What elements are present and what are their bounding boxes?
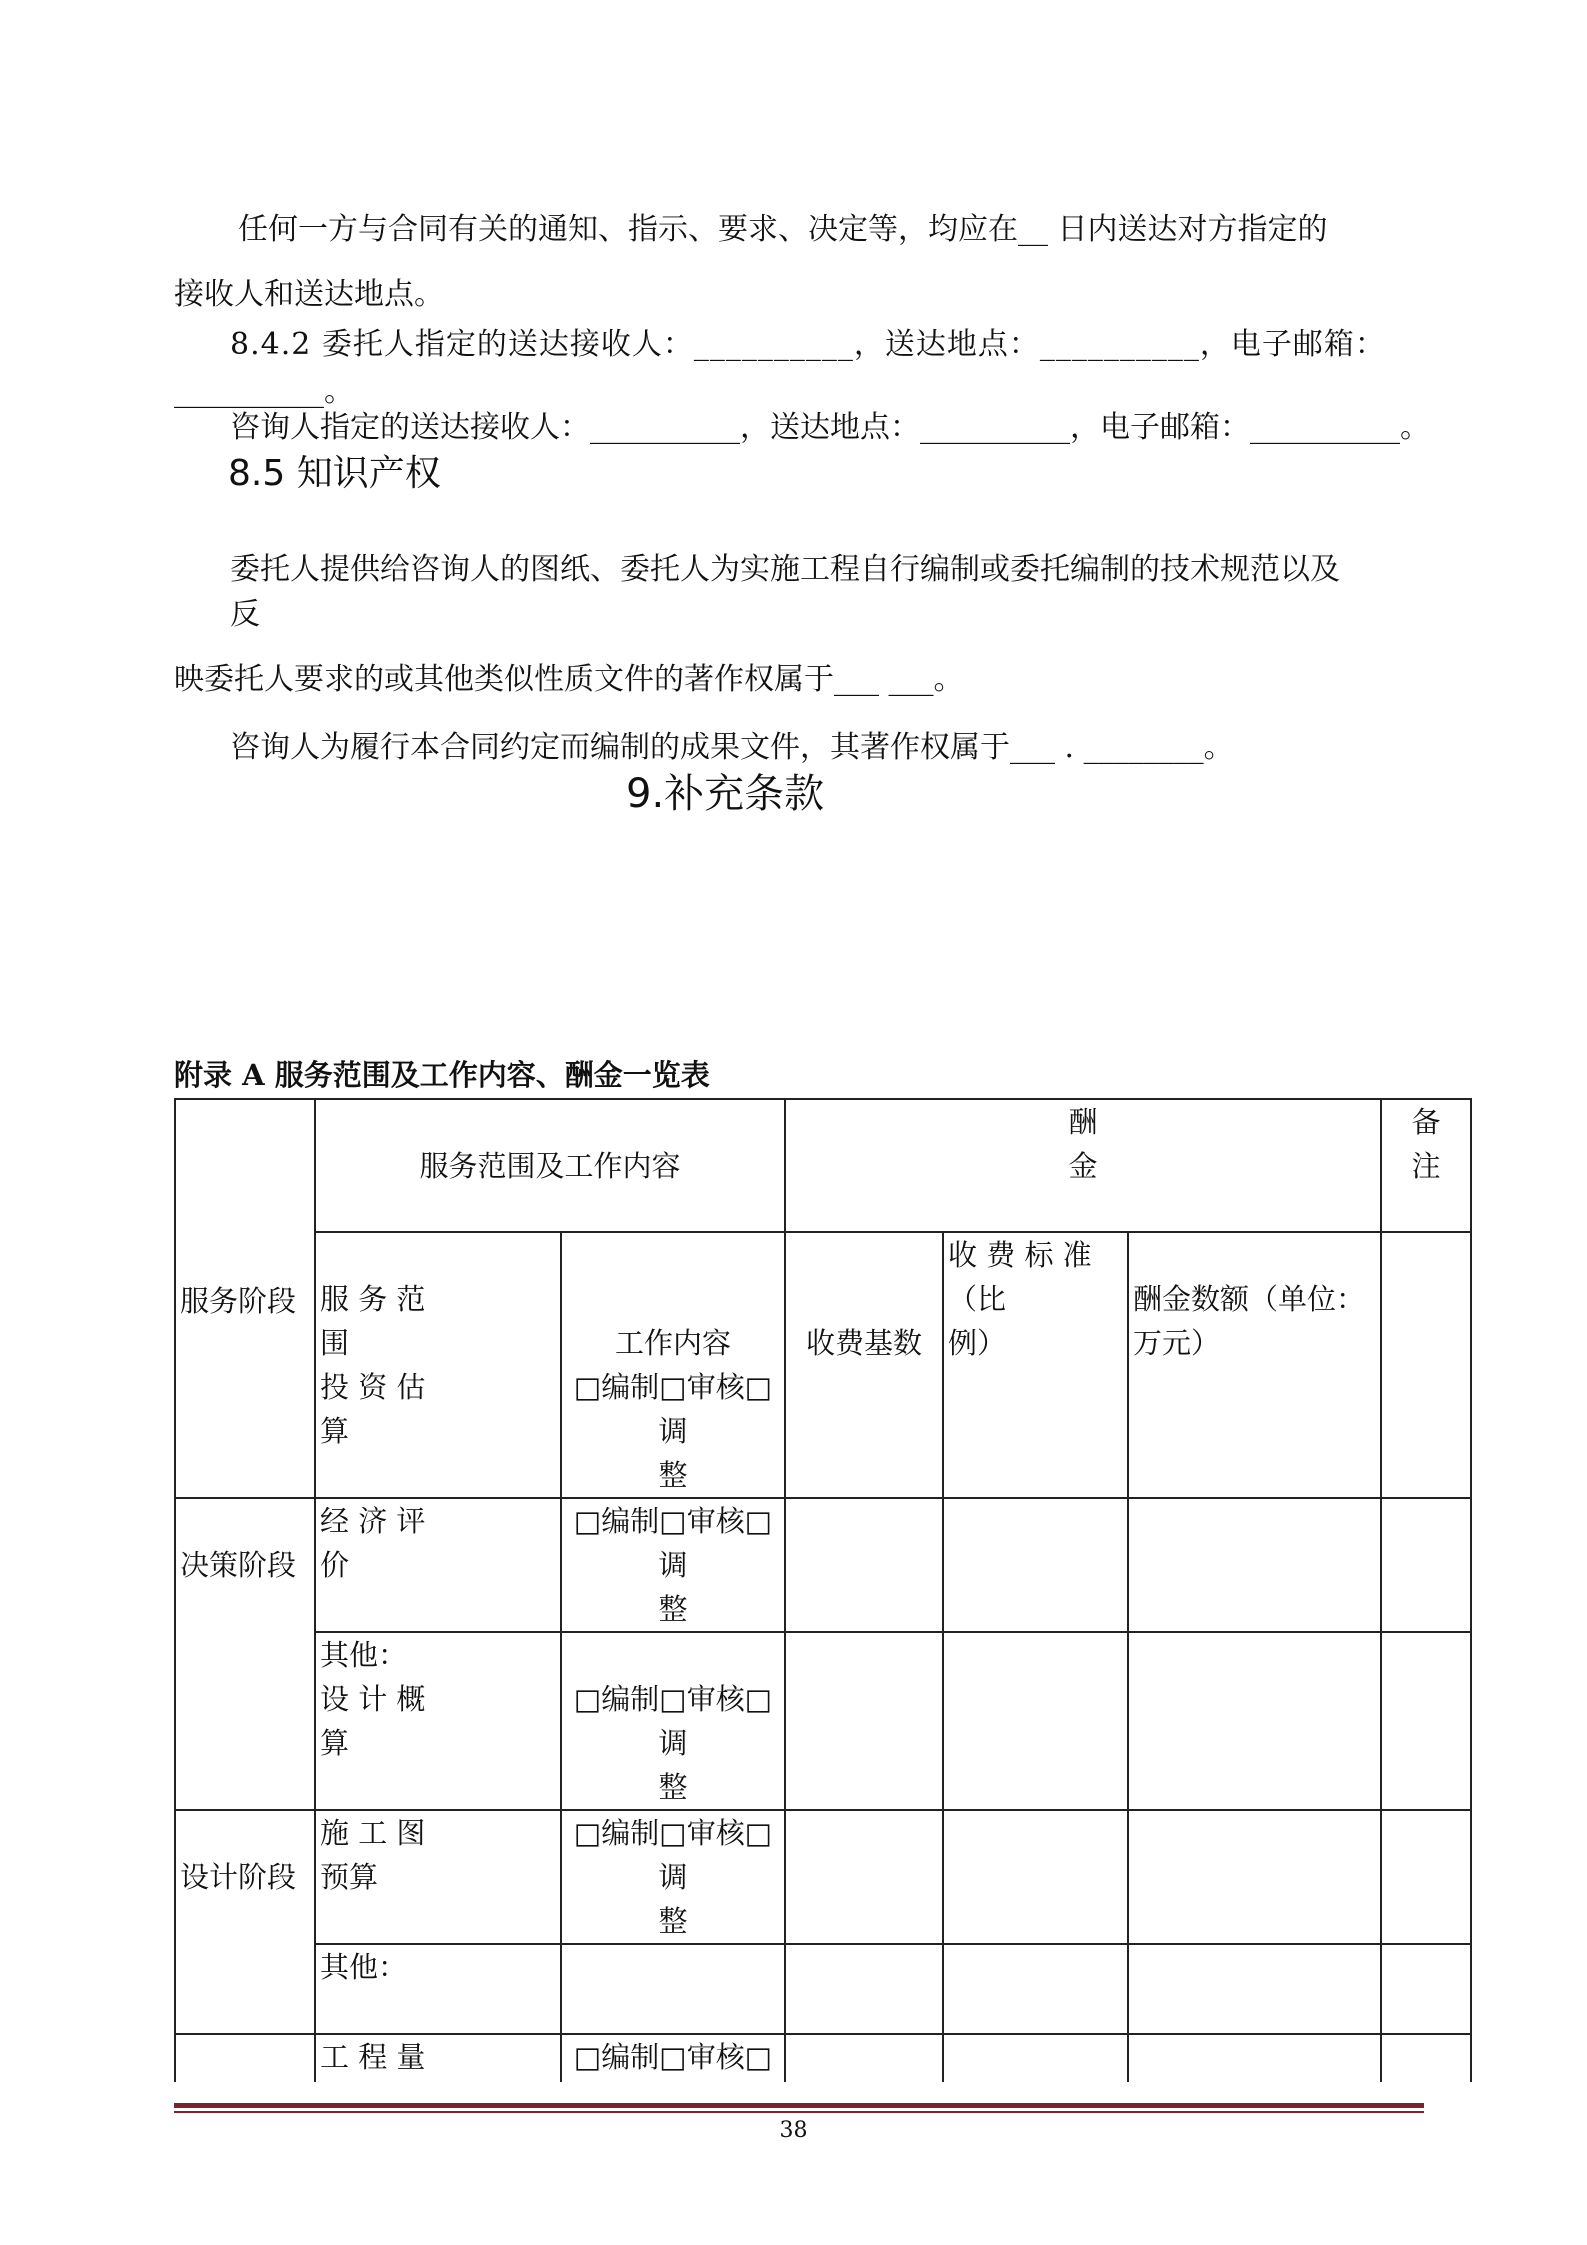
estimate-label-1: 投 资 估 (320, 1370, 426, 1404)
section-heading-8-5: 8.5 知识产权 (228, 453, 441, 494)
base-subheader: 收费基数 (806, 1326, 923, 1360)
empty-cell (785, 1498, 943, 1632)
eval-cell (315, 1498, 561, 1632)
eval-label-2: 价 (320, 1548, 350, 1582)
empty-cell (1128, 1632, 1381, 1810)
table-row (175, 1498, 1471, 1632)
remark-empty-cell (1381, 1232, 1471, 1498)
empty-cell (1381, 1944, 1471, 2034)
eval-options-2: 整 (658, 1592, 688, 1626)
eval-label-1: 经 济 评 (320, 1504, 426, 1538)
table-row (175, 1810, 1471, 1944)
paragraph-copyright-line3: 映委托人要求的或其他类似性质文件的著作权属于___ ___。 (174, 662, 964, 697)
rate-subheader-2: （比 (948, 1282, 1007, 1316)
drawing-label-2: 预算 (320, 1860, 379, 1894)
quantity-label-1: 工 程 量 (320, 2040, 426, 2074)
empty-cell (785, 1810, 943, 1944)
page-number: 38 (779, 2118, 808, 2143)
stage-cell-design (175, 1810, 315, 2034)
footer-rule-thick (174, 2103, 1424, 2108)
empty-cell (1128, 1944, 1381, 2034)
empty-cell (785, 1944, 943, 2034)
rate-subheader-cell (943, 1232, 1128, 1498)
other-cell-design (315, 1944, 561, 2034)
drawing-label-1: 施 工 图 (320, 1816, 426, 1850)
rate-subheader-1: 收 费 标 准 (948, 1238, 1092, 1272)
base-subheader-cell (785, 1232, 943, 1498)
drawing-options-1: □编制□审核□调 (573, 1816, 773, 1894)
concept-options-cell (561, 1632, 785, 1810)
estimate-options-1: □编制□审核□调 (573, 1370, 773, 1448)
paragraph-deliverable-copyright: 咨询人为履行本合同约定而编制的成果文件，其著作权属于___ . ________。 (230, 730, 1234, 765)
empty-cell (1128, 1498, 1381, 1632)
content-subheader-cell (561, 1232, 785, 1498)
table-header-row (175, 1099, 1471, 1232)
table-row (175, 1944, 1471, 2034)
fee-header-1: 酬 (1068, 1105, 1098, 1139)
scope-subheader-cell (315, 1232, 561, 1498)
empty-cell (943, 1810, 1128, 1944)
paragraph-consultant-recipient: 咨询人指定的送达接收人：__________，送达地点：__________，电子邮箱：__________。 (230, 410, 1430, 445)
table-subheader-row (175, 1232, 1471, 1498)
content-subheader: 工作内容 (615, 1326, 732, 1360)
paragraph-notice-line2: 接收人和送达地点。 (174, 277, 444, 312)
fee-header-2: 金 (1068, 1149, 1098, 1183)
remark-header-2: 注 (1411, 1149, 1441, 1183)
other-label-design: 其他： (320, 1950, 408, 1984)
remark-header-1: 备 (1411, 1105, 1441, 1139)
scope-header-cell (315, 1099, 785, 1232)
rate-subheader-3: 例） (948, 1326, 1007, 1360)
empty-cell (1381, 1498, 1471, 1632)
empty-cell (943, 1632, 1128, 1810)
drawing-options-cell (561, 1810, 785, 1944)
paragraph-copyright-line2: 反 (230, 597, 260, 632)
empty-cell (1381, 1632, 1471, 1810)
empty-cell (943, 1498, 1128, 1632)
fee-header-cell (785, 1099, 1381, 1232)
drawing-options-2: 整 (658, 1904, 688, 1938)
amount-subheader-2: 万元） (1133, 1326, 1221, 1360)
appendix-caption: 附录 A 服务范围及工作内容、酬金一览表 (174, 1058, 710, 1092)
paragraph-notice-line1: 任何一方与合同有关的通知、指示、要求、决定等，均应在__ 日内送达对方指定的 (238, 212, 1328, 247)
stage-subheader-label: 服务阶段 (180, 1284, 297, 1318)
stage-label-design: 设计阶段 (180, 1860, 297, 1894)
estimate-options-2: 整 (658, 1458, 688, 1492)
empty-cell (1128, 1810, 1381, 1944)
empty-cell (785, 1632, 943, 1810)
table-row (175, 1632, 1471, 1810)
stage-label-decision: 决策阶段 (180, 1548, 297, 1582)
concept-options-1: □编制□审核□调 (573, 1682, 773, 1760)
remark-header-cell (1381, 1099, 1471, 1232)
paragraph-copyright-line1: 委托人提供给咨询人的图纸、委托人为实施工程自行编制或委托编制的技术规范以及 (230, 552, 1340, 587)
quantity-options-1: □编制□审核□ (573, 2040, 773, 2074)
concept-cell (315, 1632, 561, 1810)
scope-subheader-1: 服 务 范 (320, 1282, 426, 1316)
paragraph-client-recipient-line2: __________。 (174, 374, 354, 409)
amount-subheader-cell (1128, 1232, 1381, 1498)
estimate-label-2: 算 (320, 1414, 350, 1448)
section-heading-9: 9.补充条款 (626, 771, 825, 817)
empty-cell (1381, 1810, 1471, 1944)
concept-label-2: 算 (320, 1726, 350, 1760)
scope-subheader-2: 围 (320, 1326, 350, 1360)
eval-options-cell (561, 1498, 785, 1632)
empty-cell (561, 1944, 785, 2034)
fee-schedule-table (174, 1098, 1472, 2169)
scope-header: 服务范围及工作内容 (419, 1148, 681, 1183)
footer-rule-thin (174, 2111, 1424, 2113)
other-label-decision: 其他： (320, 1638, 408, 1672)
concept-label-1: 设 计 概 (320, 1682, 426, 1716)
empty-cell (943, 1944, 1128, 2034)
amount-subheader-1: 酬金数额（单位： (1133, 1282, 1366, 1316)
eval-options-1: □编制□审核□调 (573, 1504, 773, 1582)
drawing-cell (315, 1810, 561, 1944)
concept-options-2: 整 (658, 1770, 688, 1804)
paragraph-client-recipient-line1: 8.4.2 委托人指定的送达接收人：__________，送达地点：__________，电子邮箱： (230, 327, 1386, 362)
